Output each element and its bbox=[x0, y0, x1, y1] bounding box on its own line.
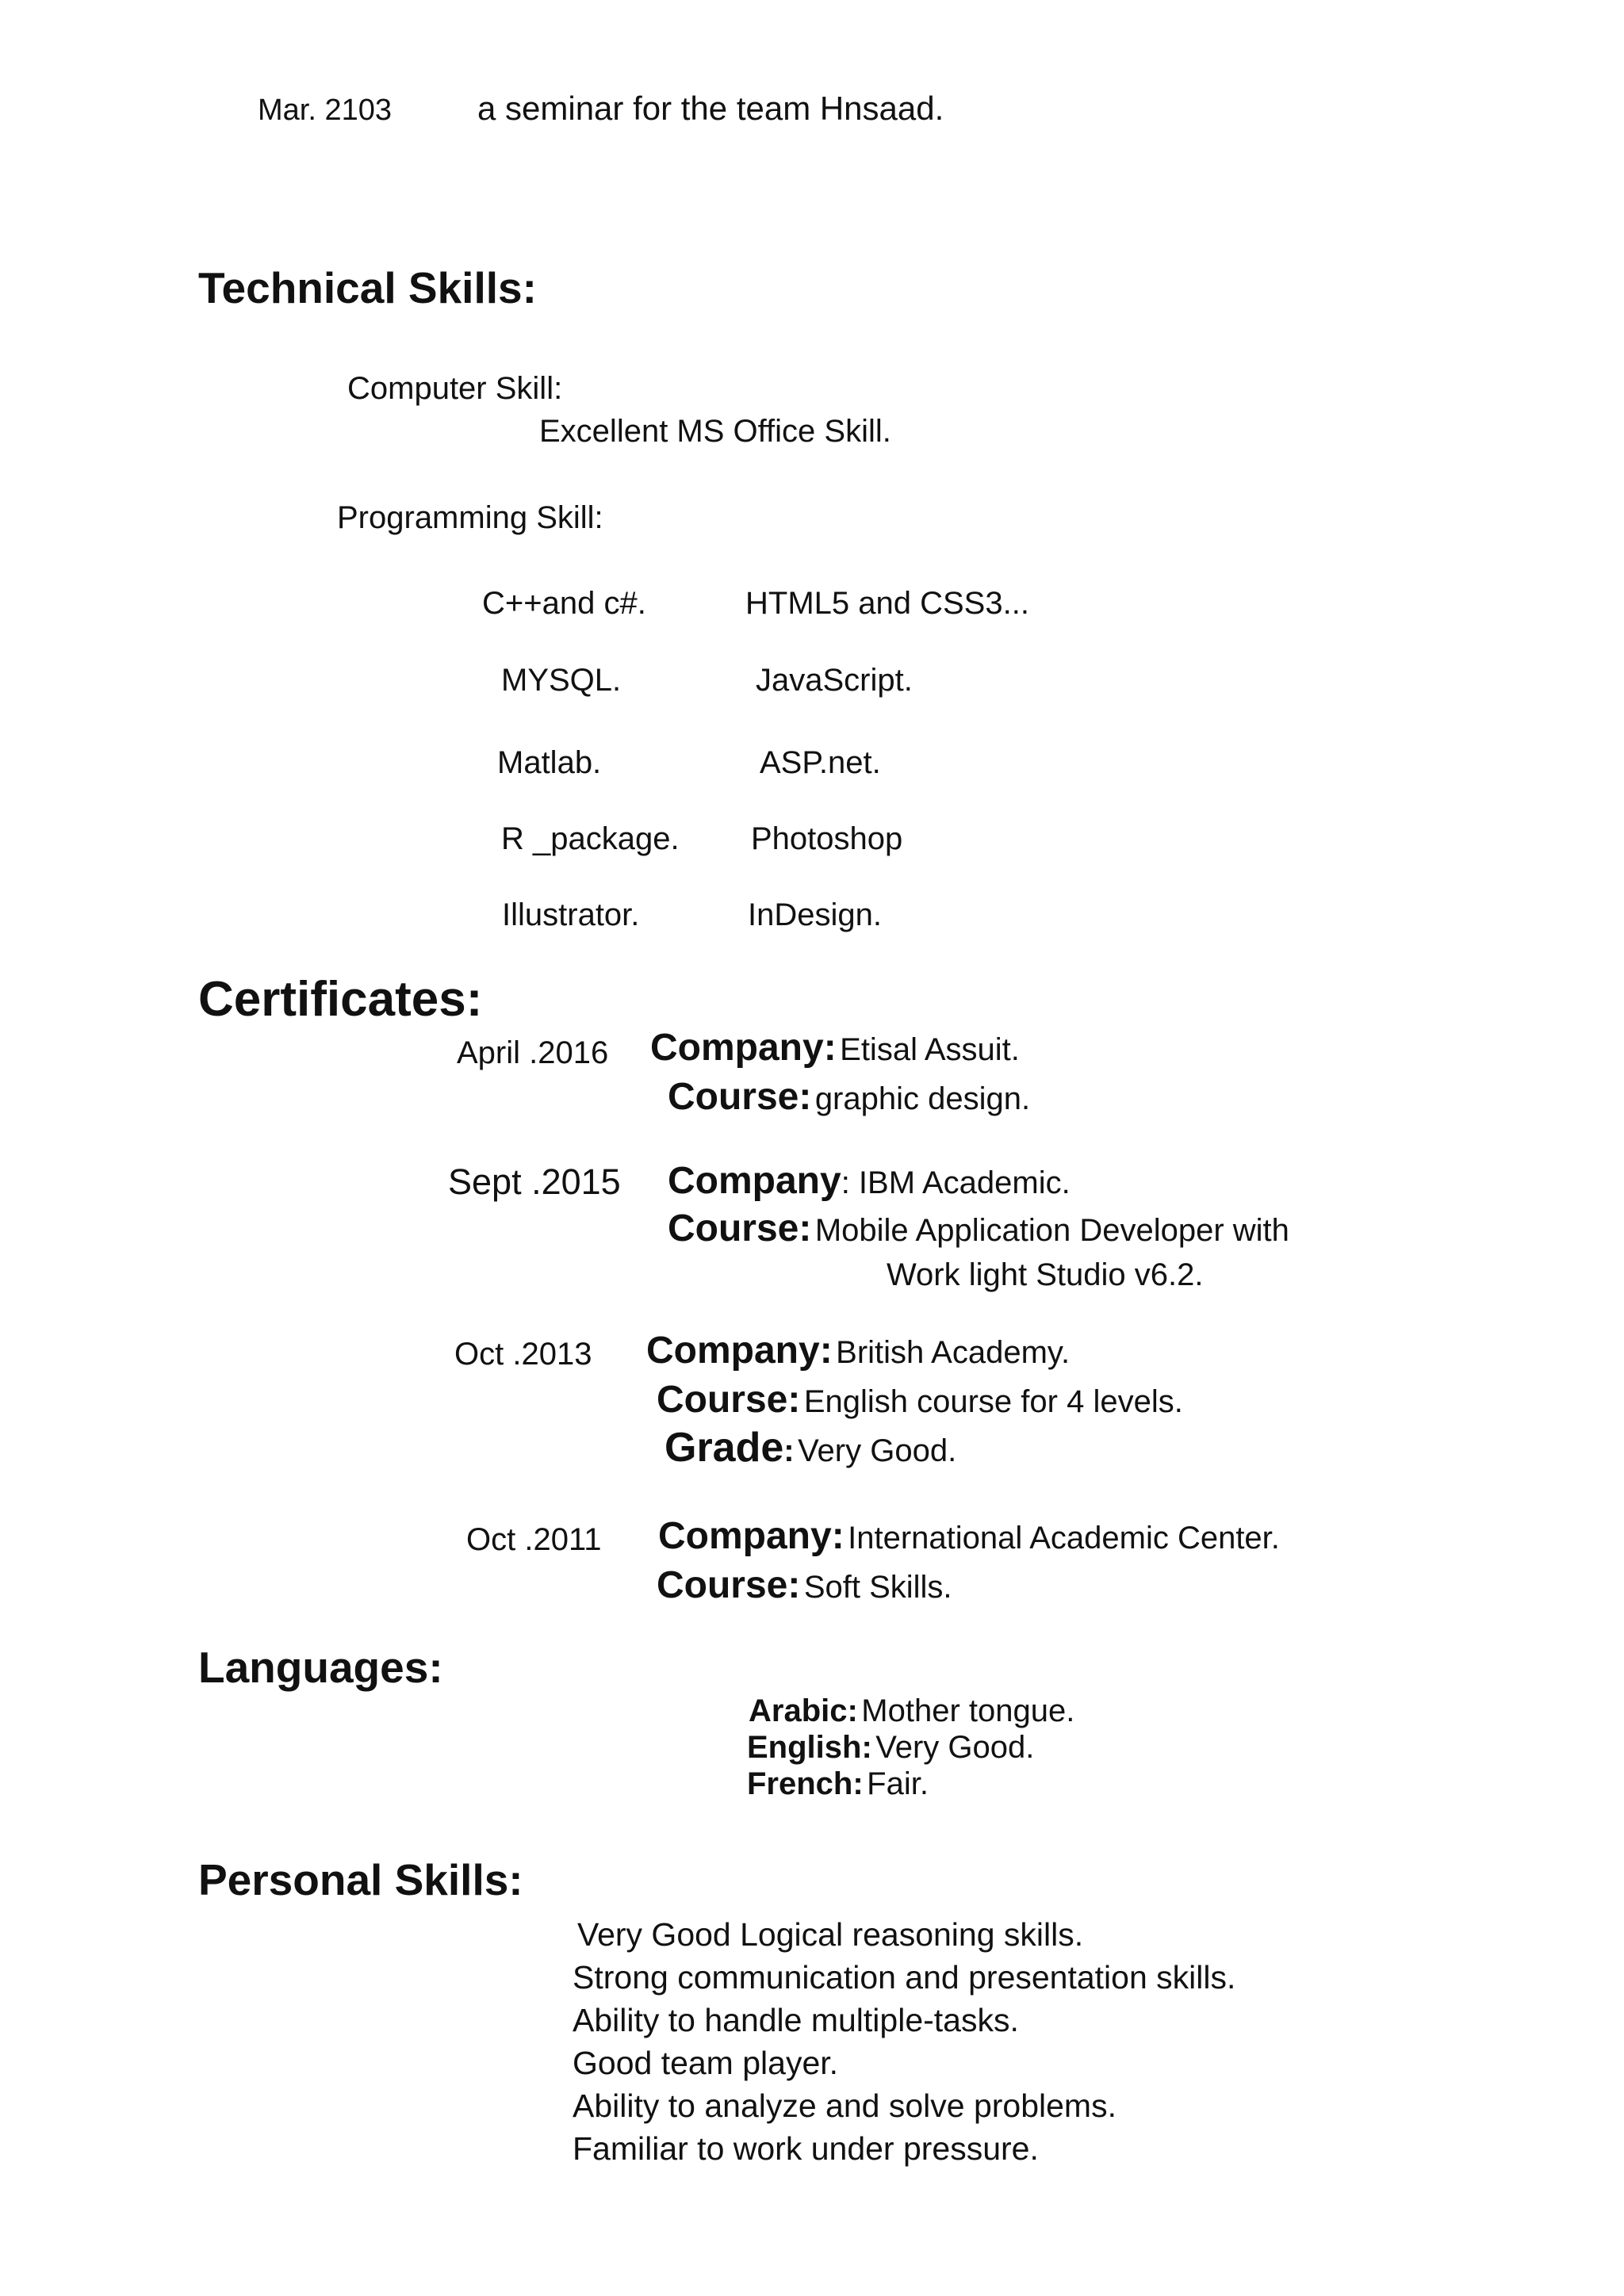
language-label: English: bbox=[747, 1730, 872, 1765]
languages-heading: Languages: bbox=[198, 1643, 443, 1692]
skill-item: Illustrator. bbox=[502, 897, 640, 932]
skill-item: InDesign. bbox=[748, 897, 882, 932]
course-value: Soft Skills. bbox=[803, 1570, 952, 1605]
language-value: Mother tongue. bbox=[861, 1693, 1075, 1728]
company-label: Company bbox=[668, 1160, 841, 1202]
certificate-date: Sept .2015 bbox=[448, 1161, 621, 1202]
personal-skill-item: Ability to analyze and solve problems. bbox=[573, 2087, 1116, 2124]
course-value: graphic design. bbox=[814, 1081, 1031, 1116]
language-item bbox=[747, 1732, 1034, 1763]
skill-item: C++and c#. bbox=[482, 586, 646, 621]
personal-skill-item: Familiar to work under pressure. bbox=[573, 2130, 1039, 2167]
skill-item: Matlab. bbox=[497, 745, 602, 780]
course-value: Mobile Application Developer with bbox=[814, 1213, 1289, 1248]
skill-item: R _package. bbox=[501, 821, 680, 856]
certificate-company bbox=[668, 1162, 1071, 1200]
company-value: Etisal Assuit. bbox=[840, 1032, 1020, 1067]
course-continuation: Work light Studio v6.2. bbox=[887, 1257, 1204, 1292]
grade-value: Very Good. bbox=[798, 1433, 957, 1468]
seminar-text: a seminar for the team Hnsaad. bbox=[477, 90, 944, 127]
course-value: English course for 4 levels. bbox=[803, 1384, 1183, 1419]
company-value: International Academic Center. bbox=[848, 1521, 1280, 1556]
certificate-date: April .2016 bbox=[457, 1035, 609, 1070]
programming-skill-label: Programming Skill: bbox=[337, 500, 603, 535]
certificate-date: Oct .2013 bbox=[454, 1337, 592, 1372]
language-item bbox=[749, 1695, 1074, 1727]
certificate-company bbox=[658, 1517, 1280, 1556]
skill-item: ASP.net. bbox=[760, 745, 881, 780]
certificate-date: Oct .2011 bbox=[466, 1522, 602, 1557]
language-label: Arabic: bbox=[749, 1693, 858, 1728]
company-label: Company: bbox=[646, 1330, 833, 1372]
skill-item: Photoshop bbox=[751, 821, 903, 856]
skill-item: MYSQL. bbox=[501, 663, 622, 698]
course-label: Course bbox=[668, 1076, 799, 1118]
skill-item: HTML5 and CSS3... bbox=[745, 586, 1029, 621]
certificate-course: Course: Soft Skills. bbox=[657, 1564, 952, 1606]
certificate-course: Course: Mobile Application Developer with bbox=[668, 1207, 1289, 1249]
language-value: Very Good. bbox=[875, 1730, 1035, 1765]
technical-skills-heading: Technical Skills: bbox=[198, 263, 537, 312]
certificate-course: Course: English course for 4 levels. bbox=[657, 1379, 1183, 1421]
company-value: British Academy. bbox=[836, 1335, 1071, 1370]
language-label: French: bbox=[747, 1766, 864, 1801]
certificate-grade: Grade: Very Good. bbox=[665, 1425, 957, 1471]
grade-label: Grade bbox=[665, 1425, 784, 1471]
personal-skills-heading: Personal Skills: bbox=[198, 1855, 523, 1904]
personal-skill-item: Strong communication and presentation skills. bbox=[573, 1959, 1236, 1996]
language-item bbox=[747, 1768, 929, 1800]
computer-skill-label: Computer Skill: bbox=[347, 371, 563, 406]
company-value: : IBM Academic. bbox=[841, 1165, 1071, 1200]
computer-skill-value: Excellent MS Office Skill. bbox=[539, 414, 891, 449]
course-label: Course bbox=[657, 1564, 788, 1606]
language-value: Fair. bbox=[867, 1766, 929, 1801]
personal-skill-item: Very Good Logical reasoning skills. bbox=[577, 1916, 1084, 1953]
skill-item: JavaScript. bbox=[756, 663, 913, 698]
company-label: Company: bbox=[658, 1515, 845, 1557]
personal-skill-item: Good team player. bbox=[573, 2045, 839, 2081]
certificates-heading: Certificates: bbox=[198, 972, 483, 1027]
certificate-company bbox=[650, 1029, 1020, 1067]
course-label: Course bbox=[668, 1207, 799, 1249]
certificate-company bbox=[646, 1332, 1070, 1370]
company-label: Company: bbox=[650, 1027, 837, 1069]
course-label: Course bbox=[657, 1379, 788, 1421]
certificate-course: Course: graphic design. bbox=[668, 1076, 1031, 1118]
seminar-date: Mar. 2103 bbox=[258, 94, 392, 127]
personal-skill-item: Ability to handle multiple-tasks. bbox=[573, 2002, 1019, 2038]
